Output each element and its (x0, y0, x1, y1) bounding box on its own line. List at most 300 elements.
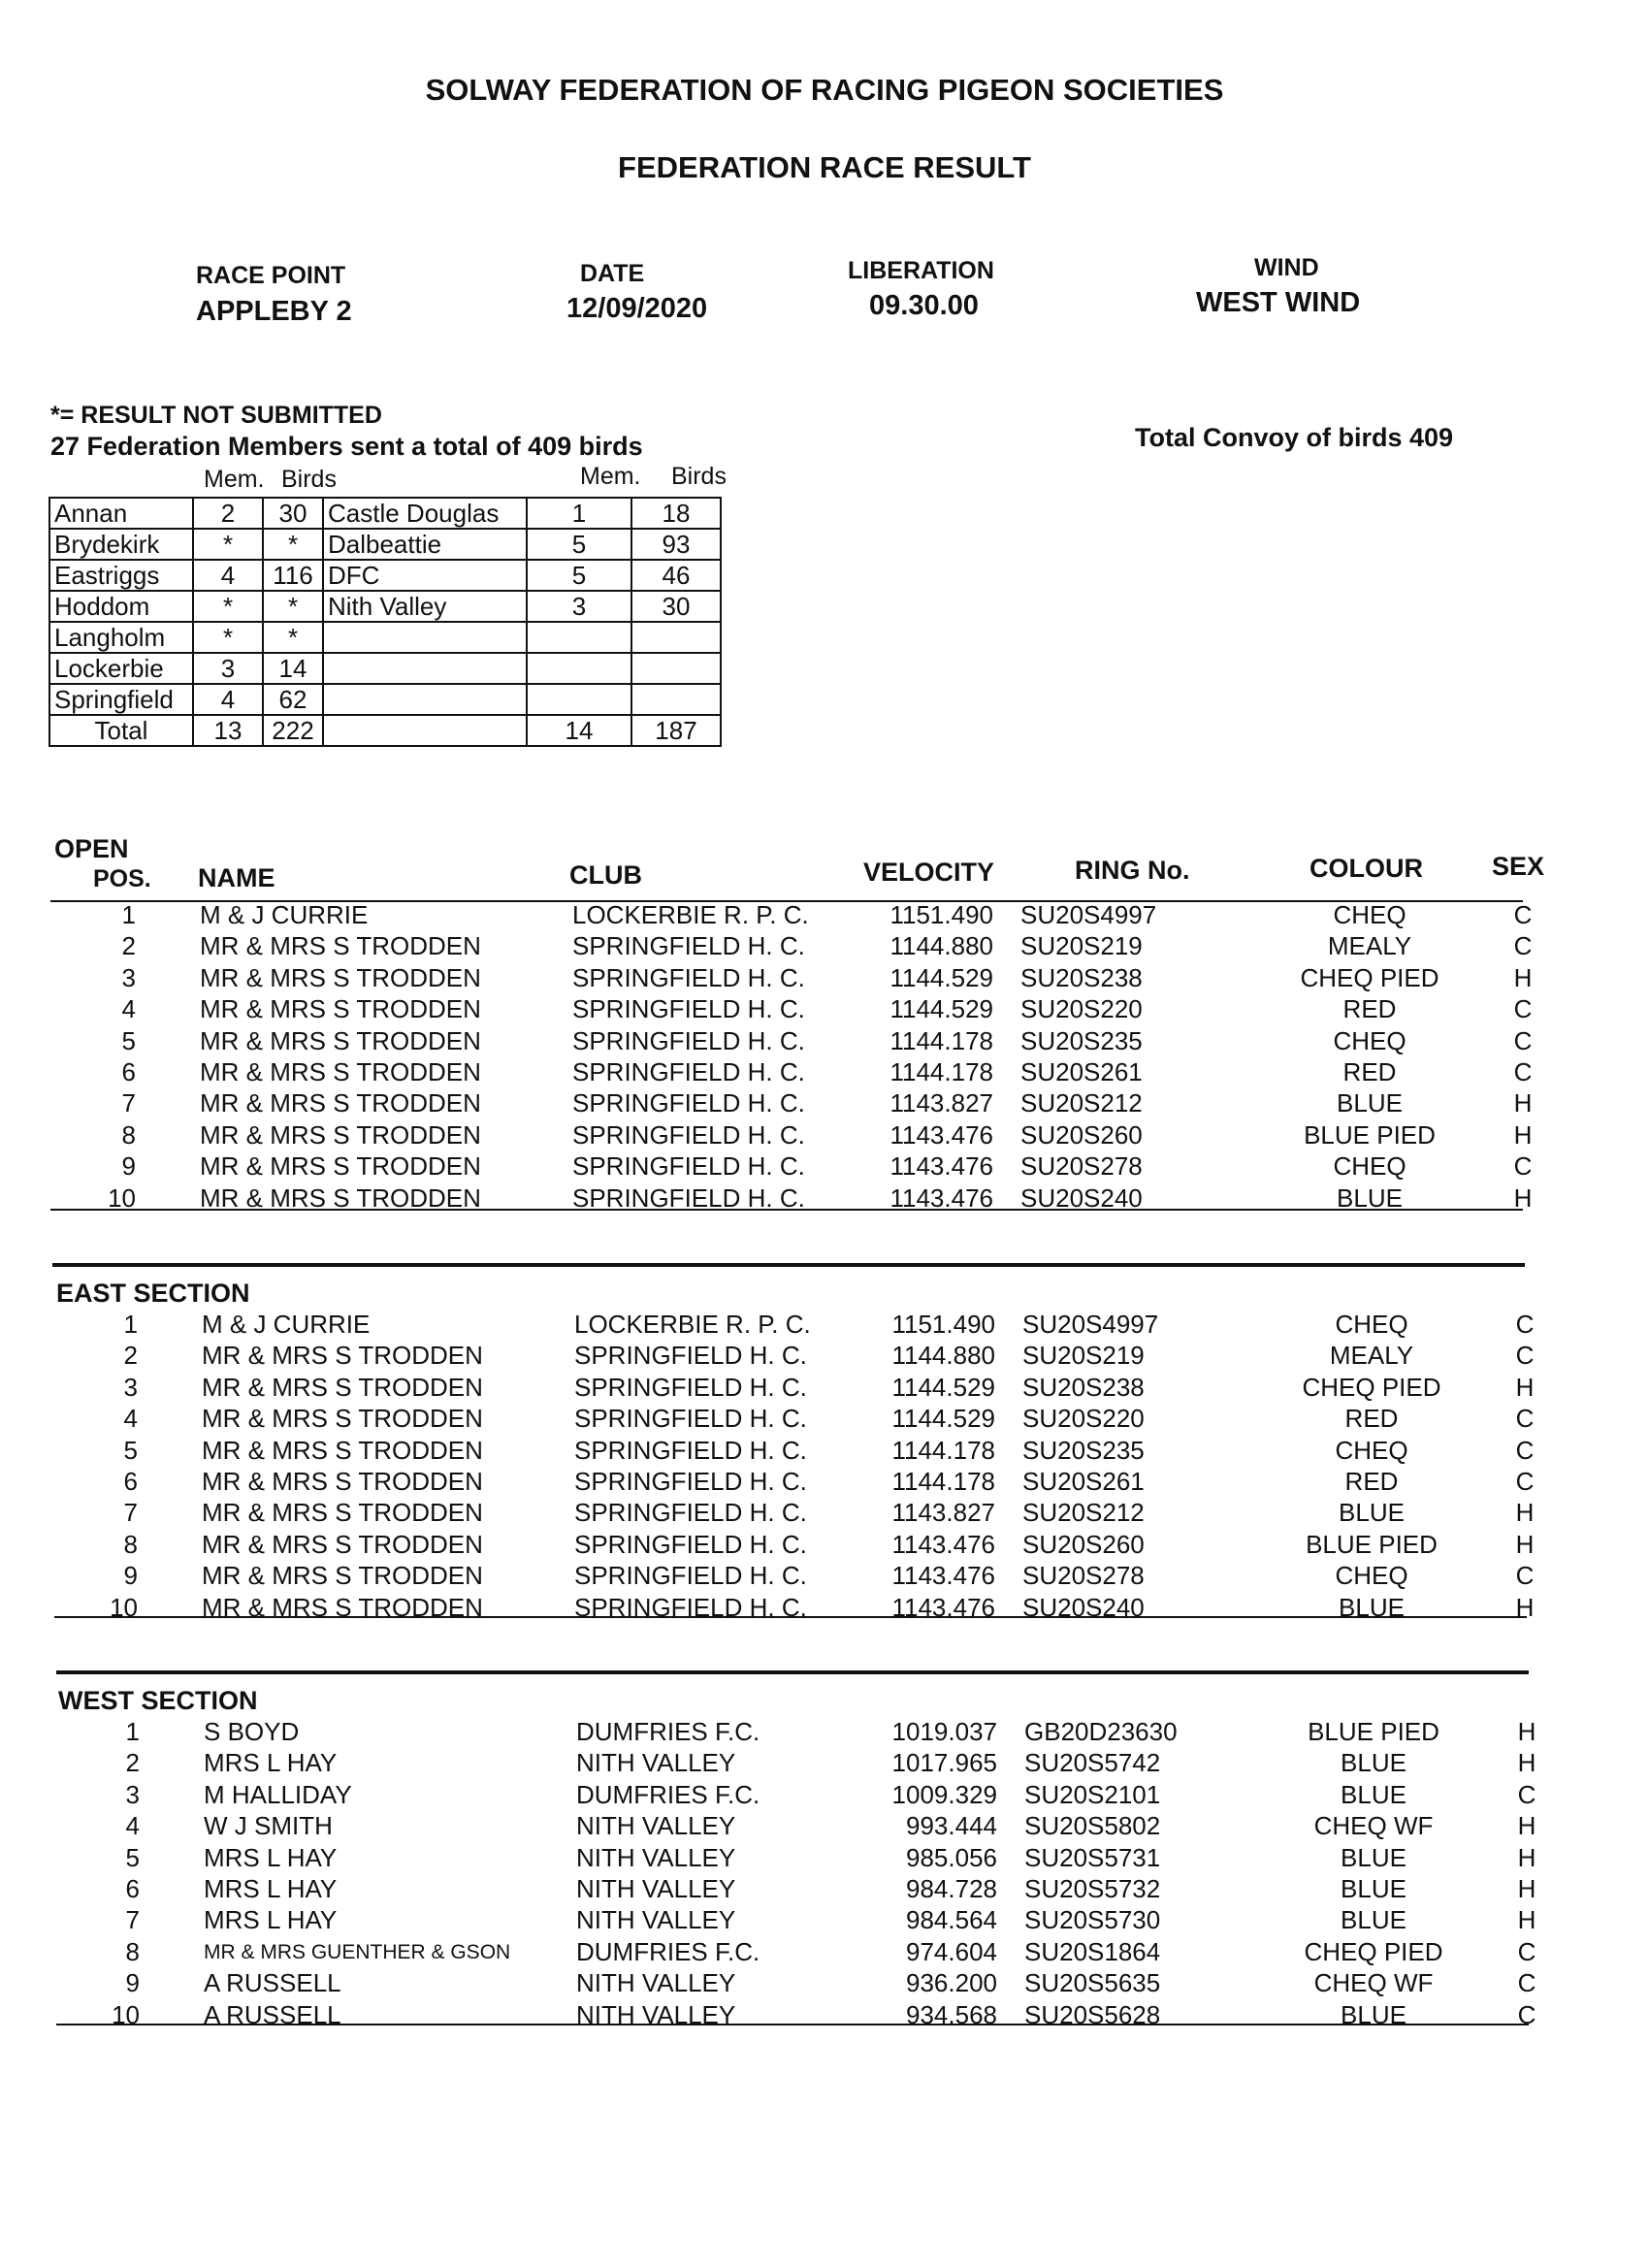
result-ring-number: GB20D23630 (1024, 1717, 1178, 1746)
result-name: M & J CURRIE (202, 1310, 371, 1339)
result-ring-number: SU20S219 (1020, 931, 1143, 961)
result-velocity: 1144.529 (891, 1372, 995, 1402)
result-club: NITH VALLEY (576, 1905, 736, 1935)
members-b (527, 684, 631, 715)
members-b (527, 622, 631, 653)
west-section-top-rule (56, 1670, 1529, 1674)
result-club: DUMFRIES F.C. (576, 1936, 760, 1966)
result-club: SPRINGFIELD H. C. (572, 962, 805, 992)
result-position: 8 (125, 1936, 140, 1966)
result-row (0, 1874, 1649, 1905)
result-name: MR & MRS S TRODDEN (200, 1088, 481, 1118)
result-velocity: 1143.476 (891, 1529, 995, 1559)
result-club: LOCKERBIE R. P. C. (572, 900, 809, 929)
total-birds-b: 187 (631, 715, 721, 746)
result-sex: H (1515, 1592, 1535, 1622)
result-name: W J SMITH (204, 1811, 333, 1841)
club-summary-table (48, 497, 722, 747)
result-club: SPRINGFIELD H. C. (572, 1057, 805, 1086)
total-convoy-note: Total Convoy of birds 409 (1135, 423, 1454, 452)
result-club: SPRINGFIELD H. C. (574, 1529, 807, 1559)
result-ring-number: SU20S261 (1020, 1057, 1143, 1086)
result-name: MR & MRS S TRODDEN (200, 1025, 481, 1055)
result-club: SPRINGFIELD H. C. (574, 1561, 807, 1591)
result-velocity: 984.564 (906, 1905, 997, 1935)
wind-value: WEST WIND (1196, 287, 1361, 318)
result-velocity: 1143.476 (889, 1183, 993, 1213)
result-name: MR & MRS S TRODDEN (200, 962, 481, 992)
result-club: NITH VALLEY (576, 1811, 736, 1841)
result-position: 3 (125, 1779, 140, 1809)
result-position: 6 (125, 1874, 140, 1903)
birds-a: 14 (263, 653, 323, 684)
result-row (0, 1811, 1649, 1842)
result-row (0, 1436, 1649, 1467)
summary-row (49, 653, 721, 684)
result-name: MR & MRS S TRODDEN (202, 1341, 483, 1371)
liberation-value: 09.30.00 (869, 290, 979, 321)
result-position: 3 (123, 1372, 138, 1402)
summary-header-birds-a: Birds (281, 466, 337, 493)
result-row (0, 963, 1649, 994)
result-club: SPRINGFIELD H. C. (574, 1498, 807, 1528)
birds-b: 18 (631, 498, 721, 529)
result-colour: CHEQ (1333, 1151, 1406, 1182)
total-club-b (323, 715, 527, 746)
summary-row (49, 684, 721, 715)
result-velocity: 1151.490 (889, 900, 993, 929)
result-row (0, 1373, 1649, 1404)
date-label: DATE (580, 260, 645, 287)
result-ring-number: SU20S212 (1022, 1498, 1145, 1528)
summary-total-row (49, 715, 721, 746)
result-colour: CHEQ (1335, 1435, 1408, 1465)
result-sex: C (1513, 1025, 1533, 1055)
column-pos: POS. (93, 865, 151, 892)
result-position: 9 (121, 1151, 136, 1182)
result-colour: BLUE PIED (1308, 1717, 1439, 1746)
result-club: SPRINGFIELD H. C. (572, 1119, 805, 1150)
result-position: 10 (110, 1592, 138, 1622)
result-position: 5 (123, 1435, 138, 1465)
result-name: MR & MRS GUENTHER & GSON (204, 1940, 511, 1963)
birds-a: * (263, 591, 323, 622)
result-ring-number: SU20S278 (1020, 1151, 1143, 1182)
result-name: MR & MRS S TRODDEN (202, 1592, 483, 1622)
column-colour: COLOUR (1310, 854, 1423, 883)
result-velocity: 1144.178 (891, 1435, 995, 1465)
result-velocity: 993.444 (906, 1811, 997, 1841)
summary-header-mem-a: Mem. (204, 466, 265, 493)
result-velocity: 1144.178 (889, 1025, 993, 1055)
result-sex: H (1513, 1119, 1533, 1150)
result-name: MR & MRS S TRODDEN (200, 1057, 481, 1086)
result-colour: BLUE (1341, 1842, 1406, 1872)
result-row (0, 1905, 1649, 1936)
result-club: NITH VALLEY (576, 1842, 736, 1872)
result-row (0, 2000, 1649, 2031)
result-row (0, 1561, 1649, 1592)
result-name: MR & MRS S TRODDEN (200, 994, 481, 1024)
result-sex: H (1517, 1905, 1536, 1935)
members-a: 4 (193, 560, 263, 591)
result-velocity: 1019.037 (891, 1717, 997, 1746)
summary-row (49, 591, 721, 622)
result-colour: CHEQ PIED (1302, 1372, 1441, 1402)
result-name: MR & MRS S TRODDEN (200, 1183, 481, 1213)
result-row (0, 1310, 1649, 1341)
result-velocity: 1144.529 (889, 962, 993, 992)
members-a: * (193, 622, 263, 653)
result-club: SPRINGFIELD H. C. (572, 1088, 805, 1118)
east-section-title: EAST SECTION (56, 1279, 250, 1308)
result-colour: BLUE (1341, 1905, 1406, 1935)
result-velocity: 1143.476 (891, 1561, 995, 1591)
result-colour: CHEQ WF (1313, 1968, 1434, 1998)
result-sex: C (1513, 1057, 1533, 1086)
result-name: MR & MRS S TRODDEN (202, 1372, 483, 1402)
result-ring-number: SU20S278 (1022, 1561, 1145, 1591)
result-sex: C (1515, 1310, 1535, 1339)
result-ring-number: SU20S235 (1022, 1435, 1145, 1465)
summary-row (49, 560, 721, 591)
result-ring-number: SU20S260 (1020, 1119, 1143, 1150)
result-colour: RED (1344, 1467, 1399, 1496)
club-name-b: Dalbeattie (323, 529, 527, 560)
result-colour: CHEQ (1335, 1561, 1408, 1591)
east-section-top-rule (52, 1263, 1525, 1267)
result-colour: CHEQ PIED (1300, 962, 1439, 992)
result-name: MR & MRS S TRODDEN (202, 1404, 483, 1434)
result-velocity: 1143.476 (891, 1592, 995, 1622)
summary-header-mem-b: Mem. (580, 463, 641, 490)
club-name-a: Brydekirk (49, 529, 193, 560)
result-sex: C (1515, 1404, 1535, 1434)
result-sex: C (1515, 1561, 1535, 1591)
result-name: MR & MRS S TRODDEN (200, 1119, 481, 1150)
result-ring-number: SU20S260 (1022, 1529, 1145, 1559)
result-velocity: 985.056 (906, 1842, 997, 1872)
result-position: 1 (123, 1310, 138, 1339)
result-ring-number: SU20S5628 (1024, 1999, 1161, 2029)
result-name: MR & MRS S TRODDEN (202, 1467, 483, 1496)
result-position: 1 (121, 900, 136, 929)
result-row (0, 1780, 1649, 1811)
result-position: 5 (125, 1842, 140, 1872)
result-sex: H (1515, 1529, 1535, 1559)
club-name-b: DFC (323, 560, 527, 591)
result-velocity: 1143.827 (889, 1088, 993, 1118)
members-b: 5 (527, 529, 631, 560)
result-ring-number: SU20S219 (1022, 1341, 1145, 1371)
result-name: MRS L HAY (204, 1842, 338, 1872)
total-members-a: 13 (193, 715, 263, 746)
result-velocity: 974.604 (906, 1936, 997, 1966)
result-ring-number: SU20S261 (1022, 1467, 1145, 1496)
result-position: 9 (123, 1561, 138, 1591)
members-a: * (193, 591, 263, 622)
result-position: 7 (125, 1905, 140, 1935)
result-club: NITH VALLEY (576, 1968, 736, 1998)
result-name: MRS L HAY (204, 1905, 338, 1935)
result-sex: H (1513, 1088, 1533, 1118)
result-name: MR & MRS S TRODDEN (200, 1151, 481, 1182)
result-velocity: 934.568 (906, 1999, 997, 2029)
result-club: DUMFRIES F.C. (576, 1717, 760, 1746)
result-name: MR & MRS S TRODDEN (202, 1498, 483, 1528)
birds-a: 30 (263, 498, 323, 529)
result-sex: C (1515, 1341, 1535, 1371)
result-club: SPRINGFIELD H. C. (572, 994, 805, 1024)
result-position: 4 (125, 1811, 140, 1841)
result-sex: C (1517, 1779, 1536, 1809)
result-sex: H (1513, 962, 1533, 992)
result-name: M & J CURRIE (200, 900, 369, 929)
result-ring-number: SU20S212 (1020, 1088, 1143, 1118)
club-name-b: Castle Douglas (323, 498, 527, 529)
race-point-value: APPLEBY 2 (196, 296, 352, 327)
result-velocity: 1144.529 (891, 1404, 995, 1434)
result-row (0, 931, 1649, 962)
result-position: 8 (123, 1529, 138, 1559)
result-row (0, 1088, 1649, 1119)
result-club: SPRINGFIELD H. C. (572, 1025, 805, 1055)
result-colour: CHEQ WF (1313, 1811, 1434, 1841)
result-row (0, 1498, 1649, 1529)
club-name-b (323, 653, 527, 684)
result-club: SPRINGFIELD H. C. (574, 1372, 807, 1402)
result-club: SPRINGFIELD H. C. (574, 1404, 807, 1434)
result-velocity: 936.200 (906, 1968, 997, 1998)
open-section-label: OPEN (54, 834, 129, 863)
column-ring-no: RING No. (1075, 856, 1190, 885)
result-velocity: 1151.490 (891, 1310, 995, 1339)
result-colour: BLUE (1339, 1592, 1405, 1622)
result-position: 4 (123, 1404, 138, 1434)
result-colour: BLUE (1341, 1748, 1406, 1778)
club-name-a: Eastriggs (49, 560, 193, 591)
members-a: 2 (193, 498, 263, 529)
result-ring-number: SU20S5802 (1024, 1811, 1161, 1841)
column-velocity: VELOCITY (863, 858, 995, 887)
result-name: M HALLIDAY (204, 1779, 352, 1809)
summary-row (49, 529, 721, 560)
result-position: 10 (112, 1999, 140, 2029)
birds-b: 46 (631, 560, 721, 591)
result-ring-number: SU20S240 (1022, 1592, 1145, 1622)
result-name: MR & MRS S TRODDEN (202, 1435, 483, 1465)
result-row (0, 1968, 1649, 1999)
result-velocity: 1009.329 (891, 1779, 997, 1809)
result-name: MR & MRS S TRODDEN (200, 931, 481, 961)
birds-a: 62 (263, 684, 323, 715)
result-ring-number: SU20S5742 (1024, 1748, 1161, 1778)
result-ring-number: SU20S235 (1020, 1025, 1143, 1055)
result-position: 7 (123, 1498, 138, 1528)
result-name: MRS L HAY (204, 1874, 338, 1903)
document-subtitle: FEDERATION RACE RESULT (618, 150, 1031, 184)
result-colour: BLUE (1341, 1779, 1406, 1809)
result-club: SPRINGFIELD H. C. (572, 1183, 805, 1213)
result-velocity: 1144.880 (891, 1341, 995, 1371)
result-club: LOCKERBIE R. P. C. (574, 1310, 811, 1339)
result-sex: C (1517, 1936, 1536, 1966)
result-row (0, 900, 1649, 931)
result-name: S BOYD (204, 1717, 300, 1746)
members-b: 1 (527, 498, 631, 529)
result-position: 2 (125, 1748, 140, 1778)
result-sex: C (1513, 931, 1533, 961)
birds-b (631, 653, 721, 684)
result-colour: MEALY (1329, 1341, 1414, 1371)
result-row (0, 1120, 1649, 1151)
members-b: 5 (527, 560, 631, 591)
club-name-b (323, 684, 527, 715)
result-position: 10 (108, 1183, 136, 1213)
result-ring-number: SU20S220 (1022, 1404, 1145, 1434)
result-ring-number: SU20S1864 (1024, 1936, 1161, 1966)
result-position: 3 (121, 962, 136, 992)
result-row (0, 1593, 1649, 1624)
result-velocity: 1143.827 (891, 1498, 995, 1528)
birds-b: 93 (631, 529, 721, 560)
result-position: 6 (123, 1467, 138, 1496)
result-velocity: 984.728 (906, 1874, 997, 1903)
result-velocity: 1143.476 (889, 1119, 993, 1150)
result-club: NITH VALLEY (576, 1748, 736, 1778)
result-sex: C (1513, 994, 1533, 1024)
result-sex: C (1513, 900, 1533, 929)
liberation-label: LIBERATION (848, 257, 994, 284)
result-sex: H (1513, 1183, 1533, 1213)
club-name-a: Hoddom (49, 591, 193, 622)
birds-a: * (263, 529, 323, 560)
result-club: SPRINGFIELD H. C. (574, 1467, 807, 1496)
result-sex: C (1517, 1999, 1536, 2029)
result-colour: BLUE (1337, 1088, 1403, 1118)
birds-a: 116 (263, 560, 323, 591)
total-members-b: 14 (527, 715, 631, 746)
result-club: SPRINGFIELD H. C. (572, 931, 805, 961)
club-name-a: Annan (49, 498, 193, 529)
result-colour: BLUE PIED (1304, 1119, 1436, 1150)
result-club: SPRINGFIELD H. C. (574, 1435, 807, 1465)
result-colour: BLUE (1341, 1999, 1406, 2029)
result-row (0, 1717, 1649, 1748)
result-sex: H (1515, 1498, 1535, 1528)
result-position: 6 (121, 1057, 136, 1086)
result-sex: H (1515, 1372, 1535, 1402)
result-ring-number: SU20S220 (1020, 994, 1143, 1024)
result-ring-number: SU20S2101 (1024, 1779, 1161, 1809)
summary-row (49, 498, 721, 529)
result-position: 8 (121, 1119, 136, 1150)
result-colour: BLUE (1339, 1498, 1405, 1528)
result-name: A RUSSELL (204, 1968, 341, 1998)
members-a: * (193, 529, 263, 560)
result-colour: CHEQ (1335, 1310, 1408, 1339)
result-ring-number: SU20S238 (1022, 1372, 1145, 1402)
result-ring-number: SU20S5731 (1024, 1842, 1161, 1872)
result-ring-number: SU20S5730 (1024, 1905, 1161, 1935)
birds-b (631, 684, 721, 715)
club-name-a: Langholm (49, 622, 193, 653)
result-velocity: 1017.965 (891, 1748, 997, 1778)
total-birds-a: 222 (263, 715, 323, 746)
result-sex: H (1517, 1874, 1536, 1903)
result-ring-number: SU20S5635 (1024, 1968, 1161, 1998)
result-row (0, 994, 1649, 1025)
result-colour: BLUE PIED (1306, 1529, 1438, 1559)
result-row (0, 1937, 1649, 1968)
result-sex: H (1517, 1717, 1536, 1746)
result-colour: RED (1342, 994, 1397, 1024)
result-position: 5 (121, 1025, 136, 1055)
birds-a: * (263, 622, 323, 653)
result-position: 4 (121, 994, 136, 1024)
result-sex: H (1517, 1811, 1536, 1841)
result-velocity: 1144.880 (889, 931, 993, 961)
result-colour: MEALY (1327, 931, 1412, 961)
wind-label: WIND (1254, 254, 1319, 281)
birds-b: 30 (631, 591, 721, 622)
column-name: NAME (198, 863, 275, 892)
result-club: NITH VALLEY (576, 1874, 736, 1903)
members-b (527, 653, 631, 684)
result-sex: H (1517, 1748, 1536, 1778)
result-row (0, 1467, 1649, 1498)
result-row (0, 1843, 1649, 1874)
result-colour: RED (1342, 1057, 1397, 1086)
club-name-b (323, 622, 527, 653)
members-sent-note: 27 Federation Members sent a total of 409 birds (50, 432, 643, 461)
result-ring-number: SU20S5732 (1024, 1874, 1161, 1903)
result-row (0, 1404, 1649, 1435)
result-colour: BLUE (1337, 1183, 1403, 1213)
result-ring-number: SU20S240 (1020, 1183, 1143, 1213)
result-position: 2 (123, 1341, 138, 1371)
not-submitted-note: *= RESULT NOT SUBMITTED (50, 402, 382, 429)
result-colour: RED (1344, 1404, 1399, 1434)
result-club: SPRINGFIELD H. C. (574, 1341, 807, 1371)
result-name: MR & MRS S TRODDEN (202, 1561, 483, 1591)
result-colour: BLUE (1341, 1874, 1406, 1903)
total-label: Total (49, 715, 193, 746)
summary-header-birds-b: Birds (671, 463, 727, 490)
club-name-b: Nith Valley (323, 591, 527, 622)
result-name: A RUSSELL (204, 1999, 341, 2029)
result-sex: C (1515, 1435, 1535, 1465)
result-ring-number: SU20S238 (1020, 962, 1143, 992)
result-club: NITH VALLEY (576, 1999, 736, 2029)
date-value: 12/09/2020 (566, 293, 708, 324)
result-ring-number: SU20S4997 (1020, 900, 1157, 929)
members-b: 3 (527, 591, 631, 622)
result-club: SPRINGFIELD H. C. (572, 1151, 805, 1182)
result-velocity: 1143.476 (889, 1151, 993, 1182)
summary-row (49, 622, 721, 653)
result-row (0, 1748, 1649, 1779)
race-point-label: RACE POINT (196, 262, 346, 289)
result-row (0, 1341, 1649, 1372)
result-colour: CHEQ (1333, 900, 1406, 929)
members-a: 4 (193, 684, 263, 715)
result-row (0, 1183, 1649, 1215)
result-club: DUMFRIES F.C. (576, 1779, 760, 1809)
result-colour: CHEQ PIED (1304, 1936, 1443, 1966)
members-a: 3 (193, 653, 263, 684)
result-position: 2 (121, 931, 136, 961)
